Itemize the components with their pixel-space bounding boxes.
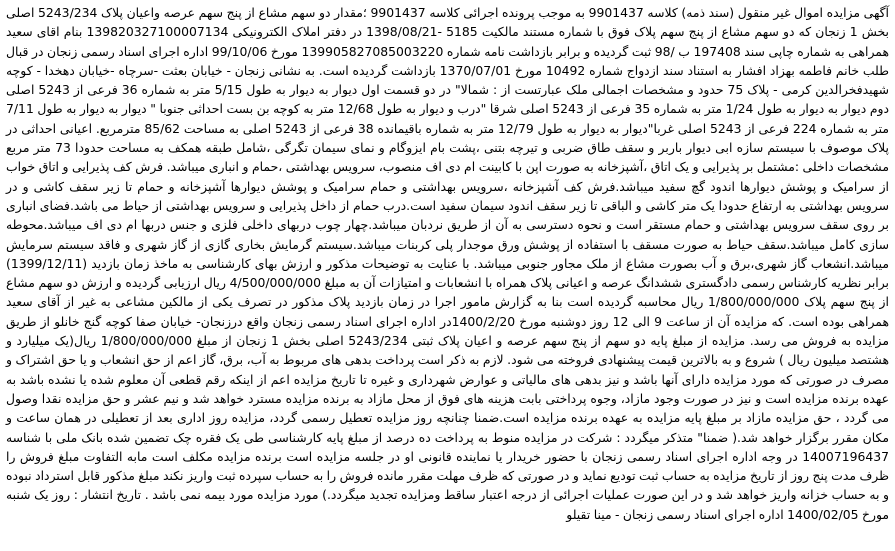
auction-notice-document (6, 3, 889, 549)
notice-text: آگهی مزایده اموال غیر منقول (سند ذمه) کلاسه 9901437 به موجب پرونده اجرائی کلاسه 9901437 ؛مقدار دو سهم مشاع از پنج سهم عرصه واعیان پلاک 5243/234 اصلی بخش 1 زنجان که دو سهم مشاع از پنج سهم پلاک فوق با شماره مستند مالکیت 5185 -1398/08/21 در دفتر املاک الکترونیکی 139820327100007134 بنام اقای سعید همراهی به شماره چاپی سند 197408 ب /98 ثبت گردیده و برابر بازداشت نامه شماره 139905827085003220 مورخ 99/10/06 اداره اجرای اسناد رسمی زنجان در قبال طلب خانم فاطمه بهزاد افشار به استناد سند ازدواج شماره 10492 مورخ 1370/07/01 بازداشت گردیده است. به نشانی زنجان - خیابان بعثت -سرچاه -خیابان دهخدا - کوچه شهیدفخرالدین کرمی - پلاک 75 حدود و مشخصات اجمالی ملک عبارتست از : شمالا" در دو قسمت اول دیوار به دیوار به طول 5/15 متر به شماره 36 فرعی از 5243 اصلی دوم دیوار به دیوار به طول 1/24 متر به شماره 35 فرعی از 5243 اصلی شرقا "درب و دیوار به طول 12/68 متر به کوچه بن بست احداثی جنوبا " دیوار به دیوار به طول 7/11 متر به شماره 224 فرعی از 5243 اصلی غربا"دیوار به دیوار به طول 12/79 متر به شماره باقیمانده 38 فرعی از 5243 اصلی به مساحت 85/62 مترمربع. اعیانی احداثی در پلاک موصوف با سیستم سازه ابی دیوار باربر و سقف طاق ضربی و تیرچه بتنی ،پشت بام ایزوگام و نمای سیمان تگرگی ،شامل طبقه همکف به مساحت حدودا 73 متر مربع مشخصات داخلی :مشتمل بر پذیرایی و یک اتاق ،آشپزخانه به صورت اپن با کابینت ام دی اف منصوب، سرویس بهداشتی ،حمام و انباری میباشد. فرش کف پذیرایی و اتاق خواب از سرامیک و پوشش دیوارها اندود گچ سفید میباشد.فرش کف آشپزخانه ،سرویس بهداشتی و حمام سرامیک و پوشش دیوارها آشپزخانه و حمام تا زیر سقف کاشی و در سرویس بهداشتی به ارتفاع حدودا یک متر کاشی و الباقی تا زیر سقف اندود سیمان سفید است.درب حمام از داخل پذیرایی و سرویس بهداشتی از حیاط می باشد.فضای انباری بر روی سقف سرویس بهداشتی و حمام مستقر است و نحوه دسترسی به آن از طریق نردبان میباشد.چهار چوب دربهای داخلی فلزی و جنس دربها ام دی اف میباشد.محوطه سازی کامل میباشد.سقف حیاط به صورت مسقف با استفاده از پوشش ورق موجدار پلی کربنات میباشد.سیستم گرمایش بخاری گازی از گاز شهری و فاقد سیستم سرمایش میباشد.انشعاب گاز شهری،برق و آب بصورت مشاع از ملک مجاور جنوبی میباشد. با عنایت به توضیحات مذکور و ارزش بهای کارشناسی به ماخذ زمان بازدید (1399/12/11) برابر نظریه کارشناس رسمی دادگستری ششدانگ عرصه و اعیانی پلاک همراه با انشعابات و امتیازات آن به مبلغ 4/500/000/000 ریال ارزیابی گردیده و ارزش دو سهم مشاع از پنج سهم پلاک 1/800/000/000 ریال محاسبه گردیده است بنا به گزارش مامور اجرا در زمان بازدید پلاک مذکور در تصرف یکی از مالکین مشاعی به غیر از آقای سعید همراهی بوده است. که مزایده آن از ساعت 9 الی 12 روز دوشنبه مورخ 1400/2/20در اداره اجرای اسناد رسمی زنجان واقع درزنجان- خیابان صفا کوچه گنج خانلو از طریق مزایده به فروش می رسد. مزایده از مبلغ پایه دو سهم از پنج سهم عرصه و اعیان پلاک ثبتی 5243/234 اصلی بخش 1 زنجان از مبلغ 1/800/000/000 ریال(یک میلیارد و هشتصد میلیون ریال ) شروع و به بالاترین قیمت پیشنهادی فروخته می شود. لازم به ذکر است پرداخت بدهی های مربوط به آب، برق، گاز اعم از حق انشعاب و یا حق اشتراک و مصرف در صورتی که مورد مزایده دارای آنها باشد و نیز بدهی های مالیاتی و عوارض شهرداری و غیره تا تاریخ مزایده اعم از اینکه رقم قطعی آن معلوم شده یا نشده باشد به عهده برنده مزایده است و نیز در صورت وجود مازاد، وجوه پرداختی بابت هزینه های فوق از محل مازاد به برنده مزایده مسترد خواهد شد و نیم عشر و حق مزایده نقدا وصول می گردد ، حق مزایده مازاد بر مبلغ پایه مزایده به عهده برنده مزایده است.ضمنا چنانچه روز مزایده تعطیل رسمی گردد، مزایده روز اداری بعد از تعطیلی در همان ساعت و مکان مقرر برگزار خواهد شد.( ضمنا" متذکر میگردد : شرکت در مزایده منوط به پرداخت ده درصد از مبلغ پایه کارشناسی طی یک فقره چک تضمین شده بانک ملی با شناسه 14007196437 در وجه اداره اجرای اسناد رسمی زنجان با حضور خریدار یا نماینده قانونی او در جلسه مزایده است برنده مزایده مکلف است مابه التفاوت مبلغ فروش را ظرف مدت پنج روز از تاریخ مزایده به حساب ثبت تودیع نماید و در صورتی که ظرف مهلت مقرر مانده فروش را به حساب سپرده ثبت واریز نکند مبلغ مذکور قابل استرداد نبوده و به حساب خزانه واریز خواهد شد و در این صورت عملیات اجرائی از درجه اعتبار ساقط ومزایده تجدید میگردد.) مورد مزایده مورد بیمه نمی باشد . تاریخ انتشار : روز یک شنبه مورخ 1400/02/05 اداره اجرای اسناد رسمی زنجان - مینا تقیلو (6, 5, 890, 522)
